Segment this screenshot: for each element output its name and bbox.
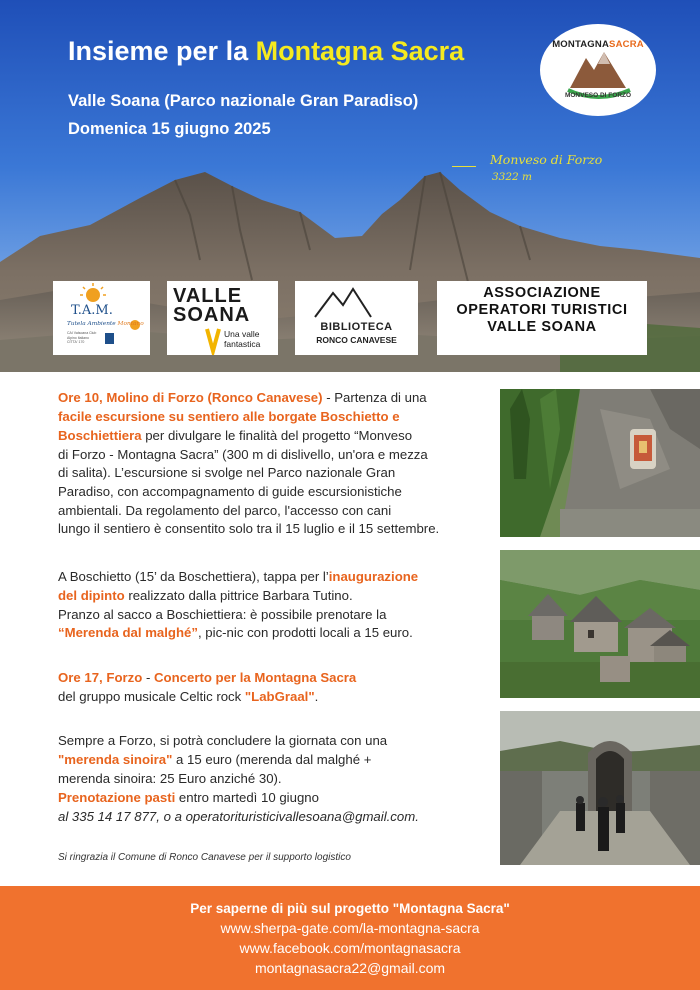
p4-line1: Sempre a Forzo, si potrà concludere la giornata con una — [58, 733, 388, 748]
p3-concert: Concerto per la Montagna Sacra — [154, 670, 357, 685]
p1-line1 — [58, 389, 427, 408]
peak-pointer-line — [452, 166, 476, 167]
p3-line2 — [58, 688, 318, 707]
tam-logo — [53, 281, 150, 355]
p1-line2 — [58, 408, 400, 427]
p4-contact: al 335 14 17 877, o a operatorituristicivallesoana@gmail.com. — [58, 809, 419, 824]
associazione-logo — [437, 281, 647, 355]
p3-time-place: Ore 17, Forzo — [58, 670, 143, 685]
event-date: Domenica 15 giugno 2025 — [68, 120, 271, 138]
p2-line4-text: , pic-nic con prodotti locali a 15 euro. — [197, 625, 413, 640]
p4-line4-highlight: Prenotazione pasti — [58, 790, 176, 805]
valle-soana-tagline2: fantastica — [224, 339, 261, 349]
footer-facebook-link[interactable]: www.facebook.com/montagnasacra — [239, 940, 461, 956]
p1-line5: di salita). L’escursione si svolge nel Parco nazionale Gran — [58, 465, 396, 480]
valley-mark-icon — [167, 281, 278, 355]
peak-altitude: 3322 m — [492, 171, 533, 183]
p4-line2-text: a 15 euro (merenda dal malghé + — [172, 752, 372, 767]
page-title — [68, 36, 464, 67]
p3-line1 — [58, 669, 356, 688]
p2-line2 — [58, 587, 353, 606]
p2-line2-text: realizzato dalla pittrice Barbara Tutino. — [124, 588, 353, 603]
logo-bottom-text: MONVESO DI FORZO — [564, 92, 632, 99]
p1-line6: Paradiso, con accompagnamento di guide escursionistiche — [58, 484, 402, 499]
tam-name: T.A.M. — [71, 303, 113, 318]
p1-line3 — [58, 427, 412, 446]
p1-line8: lungo il sentiero è consentito solo tra il 15 luglio e il 15 settembre. — [58, 521, 440, 536]
montagna-sacra-logo — [540, 24, 656, 116]
logo-top-a: MONTAGNA — [552, 39, 610, 50]
valle-soana-tagline1: Una valle — [224, 329, 260, 339]
logo-top-b: SACRA — [609, 39, 644, 50]
p1-line3-text: per divulgare le finalità del progetto “Monveso — [141, 428, 413, 443]
valle-soana-logo — [167, 281, 278, 355]
p2-line2-highlight: del dipinto — [58, 588, 125, 603]
footer-email-link[interactable]: montagnasacra22@gmail.com — [254, 960, 446, 976]
p1-time-place: Ore 10, Molino di Forzo (Ronco Canavese) — [58, 390, 323, 405]
mountain-icon — [540, 24, 656, 116]
p4-line2 — [58, 751, 371, 770]
p2-line1 — [58, 568, 418, 587]
photo-band — [500, 711, 700, 865]
valle-soana-line2: SOANA — [173, 304, 251, 326]
biblioteca-line1: BIBLIOTECA — [320, 321, 393, 333]
band-image — [500, 711, 700, 865]
thanks-note: Si ringrazia il Comune di Ronco Canavese per il supporto logistico — [58, 852, 351, 863]
p2-line4-highlight: “Merenda dal malghé” — [58, 625, 198, 640]
p3-line2-end: . — [314, 689, 319, 704]
associazione-line1: ASSOCIAZIONE — [483, 285, 601, 301]
p4-line3: merenda sinoira: 25 Euro anziché 30). — [58, 771, 282, 786]
associazione-line3: VALLE SOANA — [487, 319, 597, 335]
tam-tagline-b: Montano — [117, 321, 144, 327]
title-prefix: Insieme per la — [68, 36, 256, 66]
tam-small-text: CAI Valsoana Club Alpino Italiano CITTA' 170 — [67, 331, 97, 344]
p3-line2-text: del gruppo musicale Celtic rock — [58, 689, 245, 704]
photo-shrine — [500, 389, 700, 537]
title-accent: Montagna Sacra — [255, 36, 465, 66]
p1-line3-highlight: Boschiettiera — [58, 428, 142, 443]
valle-soana-line1: VALLE — [173, 285, 243, 307]
p4-line4 — [58, 789, 319, 808]
p3-sep: - — [142, 670, 155, 685]
photo-village — [500, 550, 700, 698]
p1-line1-text: - Partenza di una — [322, 390, 427, 405]
tam-tagline — [67, 321, 144, 327]
p2-line4 — [58, 624, 413, 643]
logo-top-text — [540, 39, 656, 50]
p2-line1-highlight: inaugurazione — [328, 569, 419, 584]
biblioteca-logo — [295, 281, 418, 355]
subtitle: Valle Soana (Parco nazionale Gran Paradiso) — [68, 92, 419, 110]
village-image — [500, 550, 700, 698]
p1-line4: di Forzo - Montagna Sacra” (300 m di dislivello, un'ora e mezza — [58, 447, 428, 462]
p1-line7: ambientali. Da regolamento del parco, l'accesso con cani — [58, 503, 392, 518]
footer-heading: Per saperne di più sul progetto "Montagna Sacra" — [190, 901, 510, 916]
hero-banner — [0, 0, 700, 372]
footer-website-link[interactable]: www.sherpa-gate.com/la-montagna-sacra — [220, 920, 480, 936]
p4-line2-highlight: "merenda sinoira" — [58, 752, 173, 767]
p4-line4-text: entro martedì 10 giugno — [175, 790, 319, 805]
p2-line1-text: A Boschietto (15’ da Boschettiera), tappa per l’ — [58, 569, 329, 584]
p2-line3: Pranzo al sacco a Boschiettiera: è possibile prenotare la — [58, 607, 387, 622]
p1-line2-highlight: facile escursione su sentiero alle borgate Boschietto e — [58, 409, 400, 424]
tam-tagline-a: Tutela Ambiente — [67, 321, 118, 327]
shrine-image — [500, 389, 700, 537]
associazione-line2: OPERATORI TURISTICI — [456, 302, 628, 318]
biblioteca-line2: RONCO CANAVESE — [316, 335, 397, 345]
p3-band-name: "LabGraal" — [244, 689, 315, 704]
footer — [0, 886, 700, 990]
peak-label: Monveso di Forzo — [490, 152, 603, 167]
